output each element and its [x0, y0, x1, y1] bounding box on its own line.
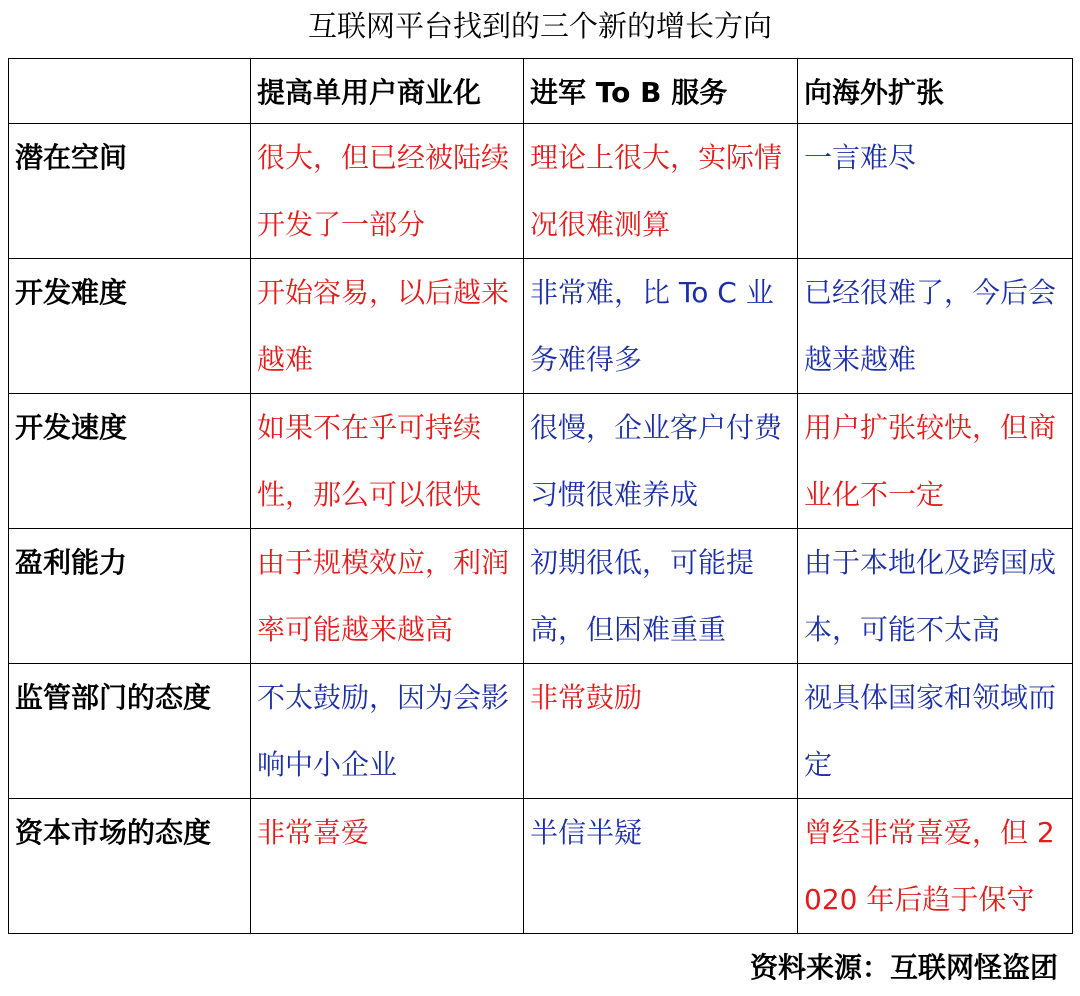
table-cell: 开始容易，以后越来越难	[251, 259, 524, 394]
header-to-b-services: 进军 To B 服务	[524, 59, 798, 124]
table-cell: 一言难尽	[798, 124, 1073, 259]
table-row-regulator-attitude	[9, 664, 1073, 799]
table-cell: 初期很低，可能提高，但困难重重	[524, 529, 798, 664]
table-cell: 用户扩张较快，但商业化不一定	[798, 394, 1073, 529]
row-label: 潜在空间	[9, 124, 251, 259]
table-cell: 不太鼓励，因为会影响中小企业	[251, 664, 524, 799]
table-row-profitability	[9, 529, 1073, 664]
row-label: 盈利能力	[9, 529, 251, 664]
source-credit: 资料来源：互联网怪盗团	[749, 951, 1058, 984]
table-header-row	[9, 59, 1073, 124]
table-cell: 非常喜爱	[251, 799, 524, 934]
table-cell: 很大，但已经被陆续开发了一部分	[251, 124, 524, 259]
row-label: 资本市场的态度	[9, 799, 251, 934]
comparison-table	[8, 58, 1073, 934]
table-cell: 非常难，比 To C 业务难得多	[524, 259, 798, 394]
row-label: 开发难度	[9, 259, 251, 394]
table-cell: 由于规模效应，利润率可能越来越高	[251, 529, 524, 664]
header-corner-cell	[9, 59, 251, 124]
header-overseas-expansion: 向海外扩张	[798, 59, 1073, 124]
table-row-development-speed	[9, 394, 1073, 529]
table-cell: 视具体国家和领域而定	[798, 664, 1073, 799]
table-row-development-difficulty	[9, 259, 1073, 394]
table-cell: 已经很难了，今后会越来越难	[798, 259, 1073, 394]
table-cell: 很慢，企业客户付费习惯很难养成	[524, 394, 798, 529]
table-cell: 如果不在乎可持续性，那么可以很快	[251, 394, 524, 529]
table-cell: 半信半疑	[524, 799, 798, 934]
document-title: 互联网平台找到的三个新的增长方向	[307, 9, 772, 43]
table-cell: 理论上很大，实际情况很难测算	[524, 124, 798, 259]
table-cell: 非常鼓励	[524, 664, 798, 799]
row-label: 开发速度	[9, 394, 251, 529]
table-row-capital-market-attitude	[9, 799, 1073, 934]
header-user-monetization: 提高单用户商业化	[251, 59, 524, 124]
table-row-potential-space	[9, 124, 1073, 259]
table-cell: 曾经非常喜爱，但 2020 年后趋于保守	[798, 799, 1073, 934]
row-label: 监管部门的态度	[9, 664, 251, 799]
table-cell: 由于本地化及跨国成本，可能不太高	[798, 529, 1073, 664]
